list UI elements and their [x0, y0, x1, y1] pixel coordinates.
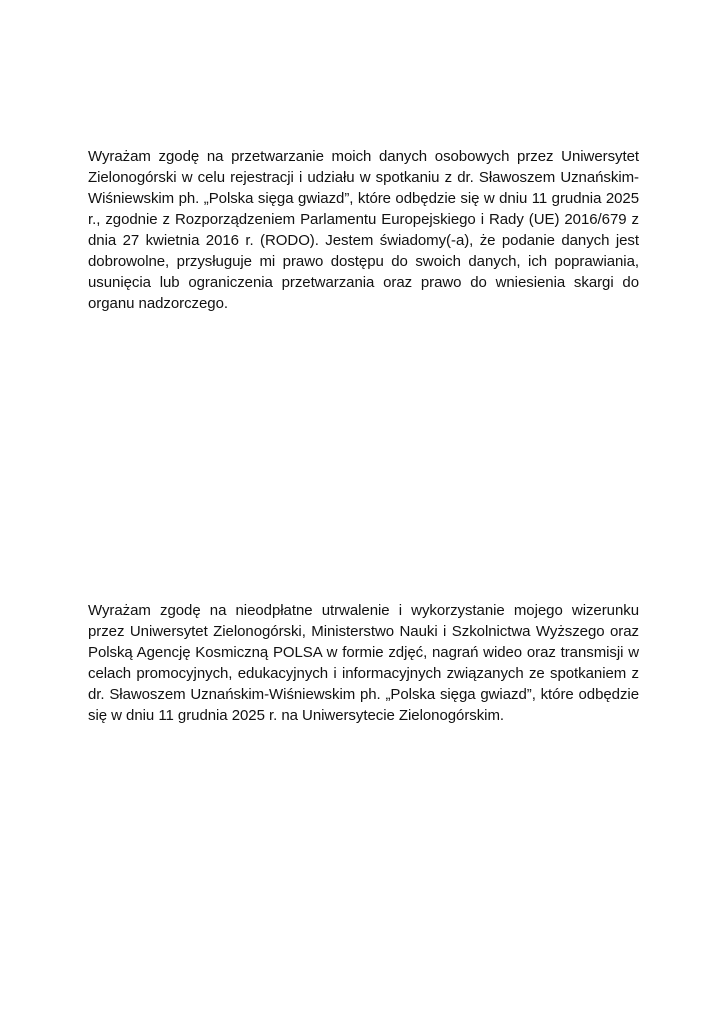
image-use-consent-paragraph: Wyrażam zgodę na nieodpłatne utrwalenie i wykorzystanie mojego wizerunku przez Uniwersytet Zielonogórski, Ministerstwo Nauki i Szkolnictwa Wyższego oraz Polską Agencję Kosmiczną POLSA w formie zdjęć, nagrań wideo oraz transmisji w celach promocyjnych, edukacyjnych i informacyjnych związanych ze spotkaniem z dr. Sławoszem Uznańskim-Wiśniewskim ph. „Polska sięga gwiazd”, które odbędzie się w dniu 11 grudnia 2025 r. na Uniwersytecie Zielonogórskim.: [88, 602, 639, 724]
data-processing-consent-paragraph: Wyrażam zgodę na przetwarzanie moich danych osobowych przez Uniwersytet Zielonogórski w celu rejestracji i udziału w spotkaniu z dr. Sławoszem Uznańskim-Wiśniewskim ph. „Polska sięga gwiazd”, które odbędzie się w dniu 11 grudnia 2025 r., zgodnie z Rozporządzeniem Parlamentu Europejskiego i Rady (UE) 2016/679 z dnia 27 kwietnia 2016 r. (RODO). Jestem świadomy(-a), że podanie danych jest dobrowolne, przysługuje mi prawo dostępu do swoich danych, ich poprawiania, usunięcia lub ograniczenia przetwarzania oraz prawo do wniesienia skargi do organu nadzorczego.: [88, 148, 639, 312]
